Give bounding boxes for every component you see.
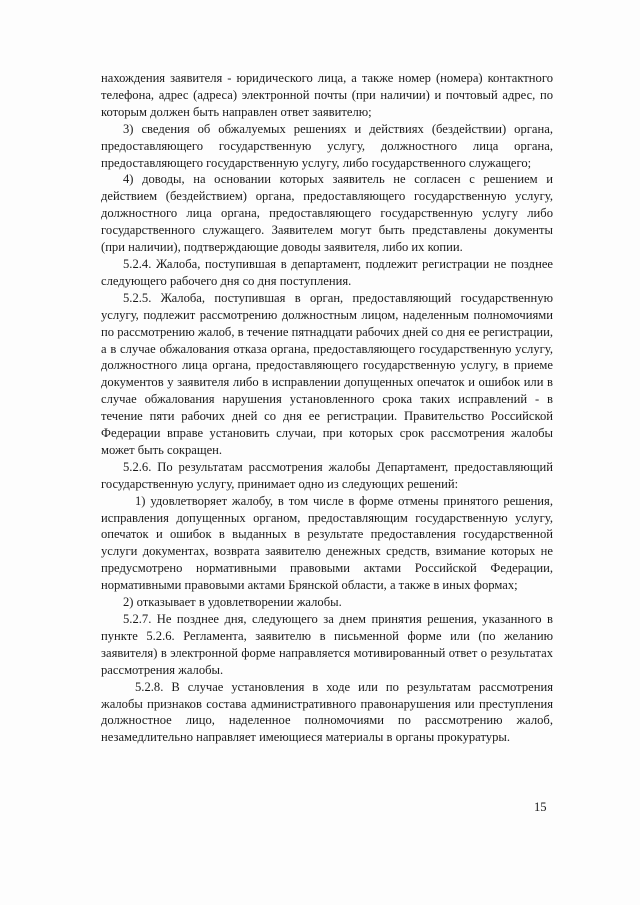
paragraph-decision-1: 1) удовлетворяет жалобу, в том числе в форме отмены принятого решения, исправления допущенных органом, предоставляющим государственную услугу, опечаток и ошибок в выданных в результате предоставления государственной услуги документах, возврата заявителю денежных средств, взимание которых не предусмотрено нормативными правовыми актами Российской Федерации, нормативными правовыми актами Брянской области, а также в иных формах; <box>101 493 553 593</box>
paragraph-item-4: 4) доводы, на основании которых заявитель не согласен с решением и действием (бездействием) органа, предоставляющего государственную услугу, должностного лица органа, предоставляющего государственную услугу либо государственного служащего. Заявителем могут быть представлены документы (при наличии), подтверждающие доводы заявителя, либо их копии. <box>101 172 553 255</box>
paragraph-item-3: 3) сведения об обжалуемых решениях и действиях (бездействии) органа, предоставляющего государственную услугу, должностного лица органа, предоставляющего государственную услугу, либо государственного служащего; <box>101 121 553 170</box>
paragraph-5-2-5: 5.2.5. Жалоба, поступившая в орган, предоставляющий государственную услугу, подлежит рассмотрению должностным лицом, наделенным полномочиями по рассмотрению жалоб, в течение пятнадцати рабочих дней со дня ее регистрации, а в случае обжалования отказа органа, предоставляющего государственную услугу, должностного лица органа, предоставляющего государственную услугу, в приеме документов у заявителя либо в исправлении допущенных опечаток и ошибок или в случае обжалования нарушения установленного срока таких исправлений - в течение пяти рабочих дней со дня ее регистрации. Правительство Российской Федерации вправе установить случаи, при которых срок рассмотрения жалобы может быть сокращен. <box>101 290 553 457</box>
page-number: 15 <box>534 800 547 814</box>
paragraph-5-2-8: 5.2.8. В случае установления в ходе или по результатам рассмотрения жалобы признаков состава административного правонарушения или преступления должностное лицо, наделенное полномочиями по рассмотрению жалоб, незамедлительно направляет имеющиеся материалы в органы прокуратуры. <box>101 679 553 745</box>
paragraph-decision-2: 2) отказывает в удовлетворении жалобы. <box>123 595 342 610</box>
paragraph-5-2-4: 5.2.4. Жалоба, поступившая в департамент, подлежит регистрации не позднее следующего рабочего дня со дня поступления. <box>101 256 553 288</box>
document-body <box>101 70 553 746</box>
paragraph-5-2-6: 5.2.6. По результатам рассмотрения жалобы Департамент, предоставляющий государственную услугу, принимает одно из следующих решений: <box>101 459 553 491</box>
paragraph-continuation: нахождения заявителя - юридического лица, а также номер (номера) контактного телефона, адрес (адреса) электронной почты (при наличии) и почтовый адрес, по которым должен быть направлен ответ заявителю; <box>101 71 553 119</box>
paragraph-5-2-7: 5.2.7. Не позднее дня, следующего за днем принятия решения, указанного в пункте 5.2.6. Регламента, заявителю в письменной форме или (по желанию заявителя) в электронной форме направляется мотивированный ответ о результатах рассмотрения жалобы. <box>101 612 553 677</box>
